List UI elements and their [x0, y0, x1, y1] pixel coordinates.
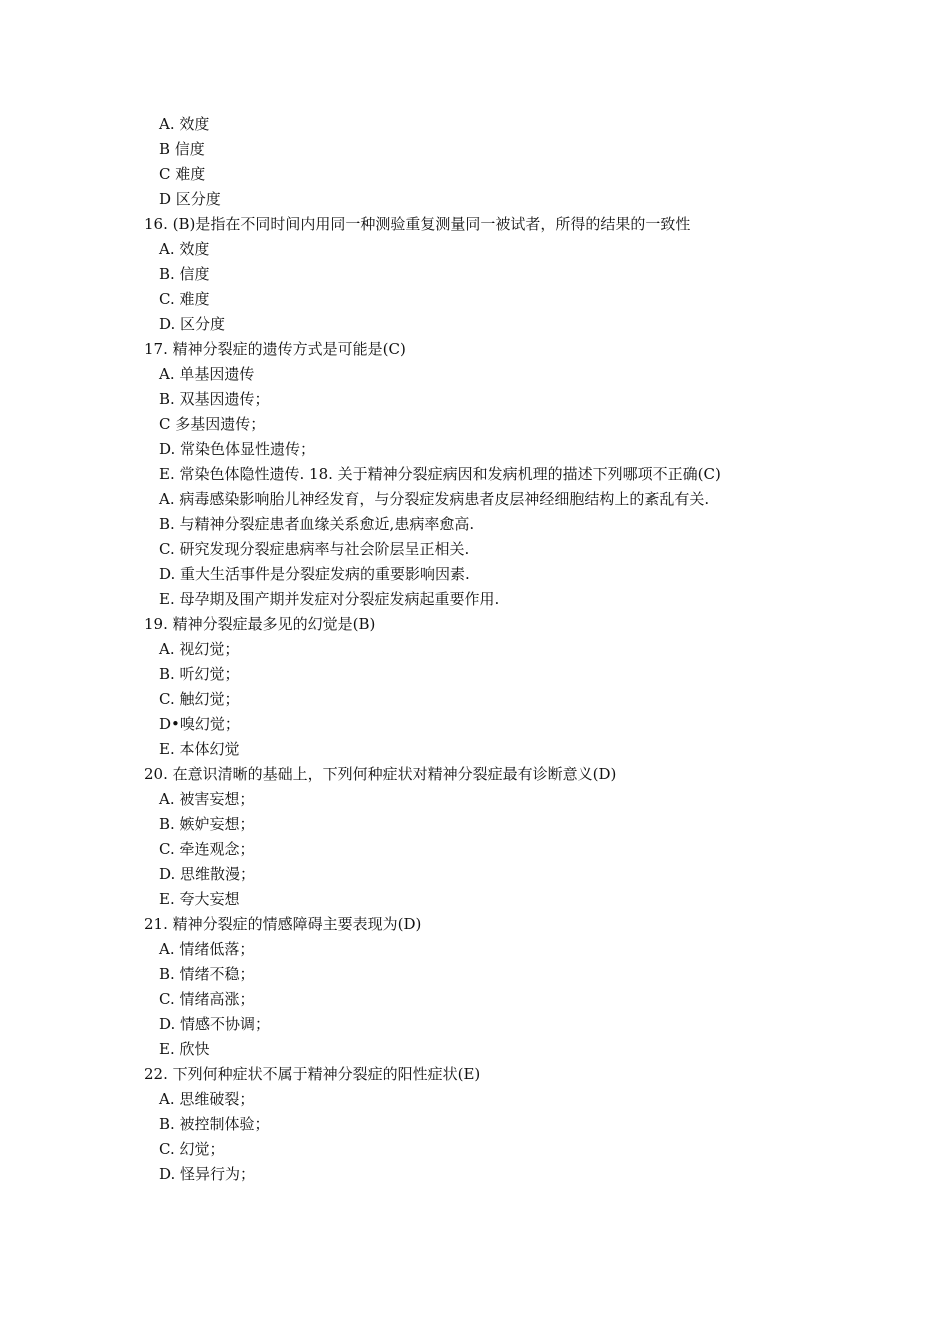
- option-text: D 区分度: [159, 190, 221, 208]
- option-text: B. 双基因遗传；: [159, 390, 270, 408]
- option-text: A. 单基因遗传: [159, 365, 255, 383]
- option-text: C. 牵连观念；: [159, 840, 255, 858]
- option-text: C 多基因遗传；: [159, 415, 266, 433]
- option-text: B. 与精神分裂症患者血缘关系愈近,患病率愈高.: [159, 515, 475, 533]
- option-text: D. 区分度: [159, 315, 226, 333]
- option-text: E. 欣快: [159, 1040, 210, 1058]
- option-text: D. 思维散漫；: [159, 865, 256, 883]
- option-text: A. 视幻觉；: [159, 640, 240, 658]
- option-text: C. 情绪高涨；: [159, 990, 255, 1008]
- option-text: A. 情绪低落；: [159, 940, 255, 958]
- option-text: C. 幻觉；: [159, 1140, 225, 1158]
- option-text: D. 重大生活事件是分裂症发病的重要影响因素.: [159, 565, 470, 583]
- option-text: B. 情绪不稳；: [159, 965, 255, 983]
- option-text: B. 听幻觉；: [159, 665, 240, 683]
- option-text: B 信度: [159, 140, 205, 158]
- option-text: D. 情感不协调；: [159, 1015, 271, 1033]
- option-text: C. 研究发现分裂症患病率与社会阶层呈正相关.: [159, 540, 470, 558]
- option-text: A. 效度: [159, 240, 210, 258]
- question-text: 19. 精神分裂症最多见的幻觉是(B): [144, 615, 376, 633]
- option-text: E. 本体幻觉: [159, 740, 240, 758]
- question-text: 21. 精神分裂症的情感障碍主要表现为(D): [144, 915, 422, 933]
- option-text: A. 思维破裂；: [159, 1090, 255, 1108]
- option-text: D•嗅幻觉；: [159, 715, 240, 733]
- option-text: B. 被控制体验；: [159, 1115, 270, 1133]
- option-text: E. 母孕期及围产期并发症对分裂症发病起重要作用.: [159, 590, 500, 608]
- option-text: E. 夸大妄想: [159, 890, 240, 908]
- option-text: C. 触幻觉；: [159, 690, 240, 708]
- question-text: 17. 精神分裂症的遗传方式是可能是(C): [144, 340, 406, 358]
- option-text: C. 难度: [159, 290, 210, 308]
- option-text: A. 被害妄想；: [159, 790, 255, 808]
- option-text: B. 信度: [159, 265, 210, 283]
- option-text: D. 常染色体显性遗传；: [159, 440, 316, 458]
- option-text: B. 嫉妒妄想；: [159, 815, 255, 833]
- option-text: A. 病毒感染影响胎儿神经发育，与分裂症发病患者皮层神经细胞结构上的紊乱有关.: [159, 490, 710, 508]
- question-text: 22. 下列何种症状不属于精神分裂症的阳性症状(E): [144, 1065, 481, 1083]
- question-text: 16. (B)是指在不同时间内用同一种测验重复测量同一被试者，所得的结果的一致性: [144, 215, 691, 233]
- question-text: 20. 在意识清晰的基础上，下列何种症状对精神分裂症最有诊断意义(D): [144, 765, 617, 783]
- option-text: A. 效度: [159, 115, 210, 133]
- option-text: C 难度: [159, 165, 206, 183]
- option-text: D. 怪异行为；: [159, 1165, 256, 1183]
- option-text: E. 常染色体隐性遗传. 18. 关于精神分裂症病因和发病机理的描述下列哪项不正确(C): [159, 465, 721, 483]
